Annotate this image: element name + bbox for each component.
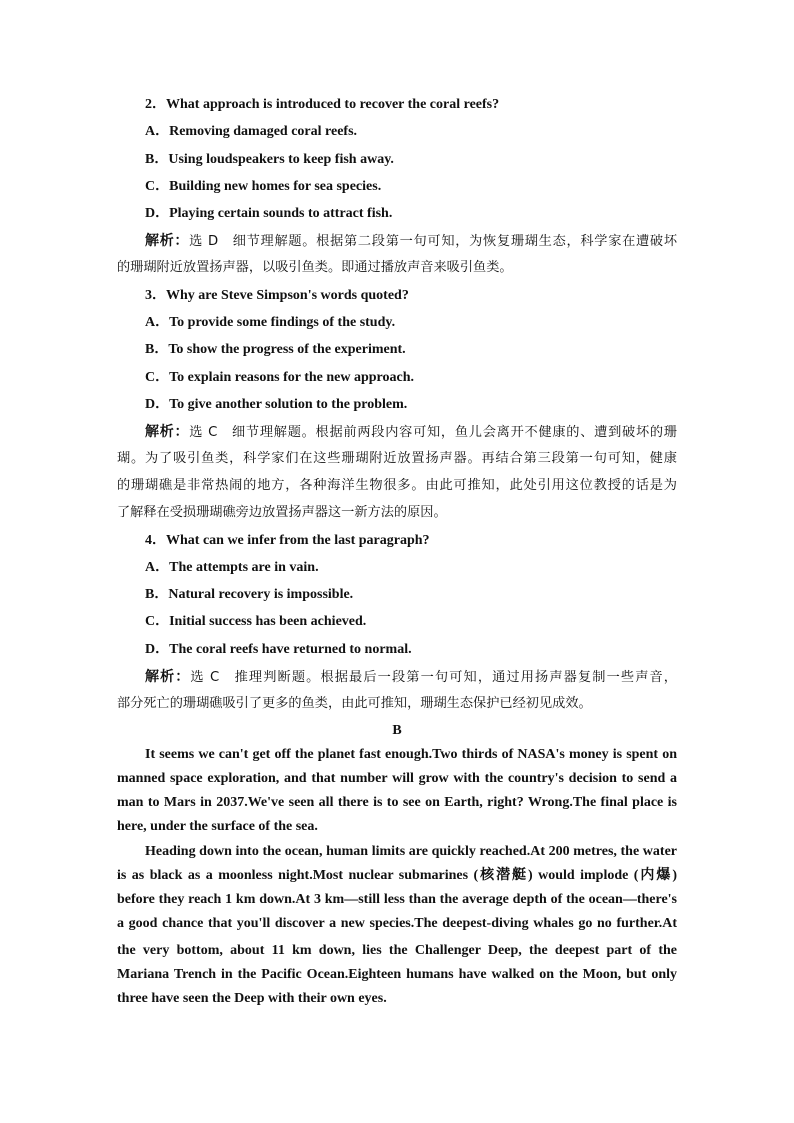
passage-b-para1-line-3: man to Mars in 2037.We've seen all there is to see on Earth, right? Wrong.The final place is (117, 795, 677, 810)
q3-option-a: A．To provide some findings of the study. (145, 315, 396, 330)
passage-b-para2-line-6: Mariana Trench in the Pacific Ocean.Eighteen humans have walked on the Moon, but only (117, 967, 677, 982)
q3-analysis-label: 解析： (145, 424, 190, 440)
passage-b-para1-line-2: manned space exploration, and that number will grow with the country's decision to send a (117, 771, 677, 786)
passage-b-para1-line-4: here, under the surface of the sea. (117, 819, 318, 834)
q2-option-b: B．Using loudspeakers to keep fish away. (145, 152, 394, 167)
q2-stem: 2．What approach is introduced to recover the coral reefs? (145, 97, 500, 112)
passage-b-para2-line-3: before they reach 1 km down.At 3 km—still less than the average depth of the ocean—there's (117, 892, 677, 907)
q3-analysis-line-4: 了解释在受损珊瑚礁旁边放置扬声器这一新方法的原因。 (117, 505, 447, 520)
q4-analysis-line-2: 部分死亡的珊瑚礁吸引了更多的鱼类，由此可推知，珊瑚生态保护已经初见成效。 (117, 696, 592, 711)
q3-option-b: B．To show the progress of the experiment. (145, 342, 406, 357)
q2-analysis-line-2: 的珊瑚附近放置扬声器，以吸引鱼类。即通过播放声音来吸引鱼类。 (117, 260, 513, 275)
passage-b-para2-line-5: the very bottom, about 11 km down, lies the Challenger Deep, the deepest part of the (117, 943, 677, 958)
q2-analysis-label: 解析： (145, 233, 190, 249)
q4-option-d: D．The coral reefs have returned to normal. (145, 642, 412, 657)
q2-option-d: D．Playing certain sounds to attract fish. (145, 206, 393, 221)
q3-analysis-line-2: 瑚。为了吸引鱼类，科学家们在这些珊瑚附近放置扬声器。再结合第三段第一句可知，健康 (117, 451, 677, 466)
q2-option-a: A．Removing damaged coral reefs. (145, 124, 358, 139)
q2-analysis-line-1: 解析：选 D 细节理解题。根据第二段第一句可知，为恢复珊瑚生态，科学家在遭破坏 (145, 233, 678, 249)
section-b-heading: B (392, 723, 402, 738)
q4-option-a: A．The attempts are in vain. (145, 560, 319, 575)
passage-b-para2-line-7: three have seen the Deep with their own eyes. (117, 991, 387, 1006)
q3-stem: 3．Why are Steve Simpson's words quoted? (145, 288, 409, 303)
passage-b-para2-line-4: a good chance that you'll discover a new species.The deepest-diving whales go no further.At (117, 916, 677, 931)
q3-analysis-line-1: 解析：选 C 细节理解题。根据前两段内容可知，鱼儿会离开不健康的、遭到破坏的珊 (145, 424, 677, 440)
q3-option-c: C．To explain reasons for the new approach. (145, 370, 415, 385)
q4-analysis-line-1: 解析：选 C 推理判断题。根据最后一段第一句可知，通过用扬声器复制一些声音， (145, 669, 677, 685)
passage-b-para2-line-1: Heading down into the ocean, human limits are quickly reached.At 200 metres, the water (145, 844, 677, 859)
q4-option-c: C．Initial success has been achieved. (145, 614, 367, 629)
q3-analysis-line-3: 的珊瑚礁是非常热闹的地方，各种海洋生物很多。由此可推知，此处引用这位教授的话是为 (117, 478, 677, 493)
passage-b-para2-line-2: is as black as a moonless night.Most nuclear submarines (核潜艇) would implode (内爆) (117, 868, 677, 883)
q4-analysis-label: 解析： (145, 669, 191, 685)
q4-option-b: B．Natural recovery is impossible. (145, 587, 354, 602)
passage-b-para1-line-1: It seems we can't get off the planet fast enough.Two thirds of NASA's money is spent on (145, 747, 677, 762)
q4-stem: 4．What can we infer from the last paragraph? (145, 533, 430, 548)
q2-option-c: C．Building new homes for sea species. (145, 179, 382, 194)
q3-option-d: D．To give another solution to the problem. (145, 397, 408, 412)
